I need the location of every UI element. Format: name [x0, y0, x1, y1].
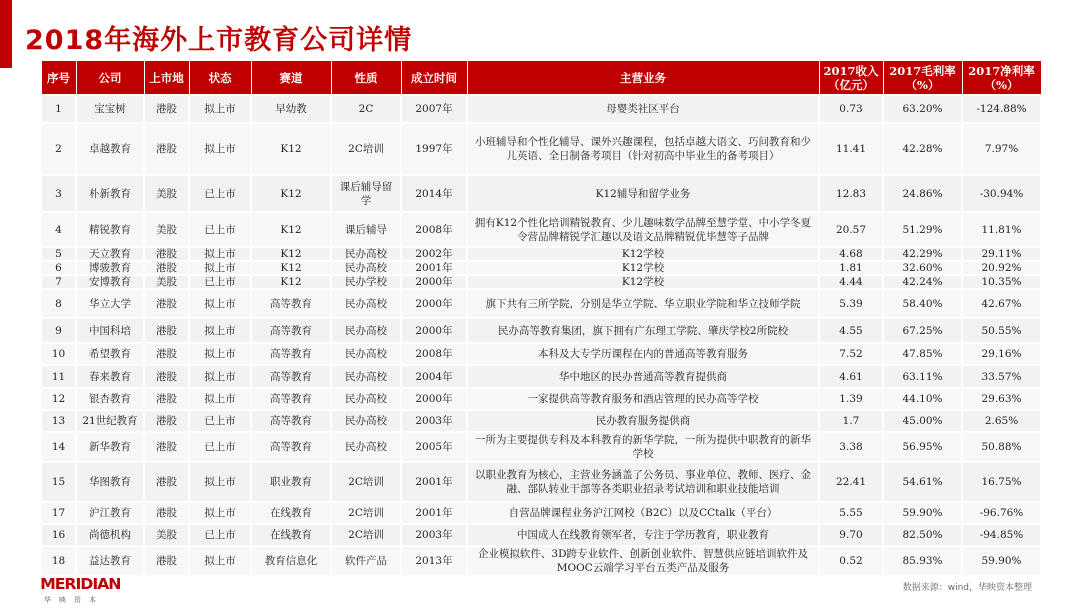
table-cell: 5 [41, 247, 76, 261]
table-cell: 以职业教育为核心，主营业务涵盖了公务员、事业单位、教师、医疗、金融、部队转业干部等各类职业招录考试培训和职业技能培训 [467, 462, 819, 502]
table-cell: 港股 [144, 343, 189, 365]
table-cell: 春来教育 [76, 365, 144, 388]
table-row [41, 261, 1041, 275]
table-cell: 56.95% [883, 432, 962, 462]
table-cell: 民办高校 [331, 261, 401, 275]
table-cell: 益达教育 [76, 546, 144, 576]
table-cell: 3.38 [819, 432, 883, 462]
table-cell: 高等教育 [251, 289, 331, 318]
table-cell: 2C培训 [331, 524, 401, 546]
table-cell: 2 [41, 123, 76, 175]
table-cell: 美股 [144, 212, 189, 247]
table-cell: 82.50% [883, 524, 962, 546]
table-cell: K12 [251, 261, 331, 275]
table-cell: 2003年 [401, 410, 467, 432]
table-cell: 17 [41, 502, 76, 524]
table-cell: 民办高校 [331, 247, 401, 261]
table-cell: 9 [41, 318, 76, 343]
table-header [41, 61, 1041, 96]
table-cell: 华图教育 [76, 462, 144, 502]
table-cell: 拟上市 [189, 462, 251, 502]
table-cell: 85.93% [883, 546, 962, 576]
table-cell: 本科及大专学历课程在内的普通高等教育服务 [467, 343, 819, 365]
table-cell: 2008年 [401, 343, 467, 365]
table-row [41, 123, 1041, 175]
table-cell: 11 [41, 365, 76, 388]
table-cell: 已上市 [189, 410, 251, 432]
table-cell: K12 [251, 175, 331, 212]
table-cell: 42.29% [883, 247, 962, 261]
table-cell: 一家提供高等教育服务和酒店管理的民办高等学校 [467, 388, 819, 410]
table-cell: 59.90% [962, 546, 1041, 576]
table-cell: 希望教育 [76, 343, 144, 365]
column-header: 2017净利率（%） [962, 61, 1041, 96]
table-cell: 2008年 [401, 212, 467, 247]
table-row [41, 318, 1041, 343]
table-cell: 29.63% [962, 388, 1041, 410]
table-cell: 港股 [144, 462, 189, 502]
table-cell: 拟上市 [189, 546, 251, 576]
table-cell: 中国成人在线教育领军者，专注于学历教育，职业教育 [467, 524, 819, 546]
table-cell: 2013年 [401, 546, 467, 576]
table-cell: 高等教育 [251, 388, 331, 410]
table-cell: 2.65% [962, 410, 1041, 432]
table-cell: 中国科培 [76, 318, 144, 343]
table-cell: 拟上市 [189, 289, 251, 318]
table-cell: 44.10% [883, 388, 962, 410]
table-cell: 33.57% [962, 365, 1041, 388]
column-header: 公司 [76, 61, 144, 96]
table-cell: 港股 [144, 502, 189, 524]
table-row [41, 247, 1041, 261]
table-cell: 高等教育 [251, 365, 331, 388]
table-cell: 32.60% [883, 261, 962, 275]
table-row [41, 432, 1041, 462]
table-cell: 54.61% [883, 462, 962, 502]
table-cell: 14 [41, 432, 76, 462]
table-cell: 港股 [144, 95, 189, 123]
table-cell: -96.76% [962, 502, 1041, 524]
table-row [41, 95, 1041, 123]
column-header: 2017毛利率（%） [883, 61, 962, 96]
table-cell: 拟上市 [189, 247, 251, 261]
table-cell: 民办高校 [331, 289, 401, 318]
table-cell: 民办高等教育集团，旗下拥有广东理工学院、肇庆学校2所院校 [467, 318, 819, 343]
meridian-logo: MERIDIAN [40, 575, 121, 593]
table-cell: 美股 [144, 275, 189, 289]
table-cell: 拟上市 [189, 123, 251, 175]
table-cell: 2003年 [401, 524, 467, 546]
table-cell: 0.52 [819, 546, 883, 576]
page-title: 2018年海外上市教育公司详情 [25, 25, 413, 56]
table-cell: 港股 [144, 365, 189, 388]
table-cell: 软件产品 [331, 546, 401, 576]
logo-subtitle: 华映资本 [44, 596, 104, 604]
table-cell: 已上市 [189, 175, 251, 212]
table-cell: 63.20% [883, 95, 962, 123]
table-cell: 58.40% [883, 289, 962, 318]
table-cell: 67.25% [883, 318, 962, 343]
table-cell: 高等教育 [251, 410, 331, 432]
table-cell: 自营品牌课程业务沪江网校（B2C）以及CCtalk（平台） [467, 502, 819, 524]
table-cell: 拟上市 [189, 365, 251, 388]
table-cell: K12 [251, 123, 331, 175]
table-cell: 4.68 [819, 247, 883, 261]
table-cell: 20.57 [819, 212, 883, 247]
column-header: 成立时间 [401, 61, 467, 96]
table-cell: 银杏教育 [76, 388, 144, 410]
table-cell: 新华教育 [76, 432, 144, 462]
table-cell: -30.94% [962, 175, 1041, 212]
table-cell: 天立教育 [76, 247, 144, 261]
table-cell: 2C培训 [331, 502, 401, 524]
table-cell: 9.70 [819, 524, 883, 546]
table-cell: 民办高校 [331, 410, 401, 432]
table-cell: 2004年 [401, 365, 467, 388]
table-cell: 16.75% [962, 462, 1041, 502]
table-cell: 1.39 [819, 388, 883, 410]
table-cell: 2001年 [401, 261, 467, 275]
table-cell: 5.39 [819, 289, 883, 318]
table-cell: 2000年 [401, 388, 467, 410]
table-cell: 21世纪教育 [76, 410, 144, 432]
table-cell: 1 [41, 95, 76, 123]
table-cell: 18 [41, 546, 76, 576]
table-cell: 0.73 [819, 95, 883, 123]
column-header: 主营业务 [467, 61, 819, 96]
table-cell: 港股 [144, 261, 189, 275]
table-cell: 已上市 [189, 432, 251, 462]
table-cell: 沪江教育 [76, 502, 144, 524]
table-cell: 港股 [144, 388, 189, 410]
table-cell: 2001年 [401, 502, 467, 524]
table-cell: 港股 [144, 410, 189, 432]
table-cell: 宝宝树 [76, 95, 144, 123]
table-cell: 在线教育 [251, 524, 331, 546]
table-cell: 民办高校 [331, 432, 401, 462]
column-header: 性质 [331, 61, 401, 96]
table-cell: 已上市 [189, 212, 251, 247]
table-cell: 拟上市 [189, 318, 251, 343]
table-cell: 拥有K12个性化培训精锐教育、少儿趣味数学品牌至慧学堂、中小学冬夏令营品牌精锐学汇趣以及语文品牌精锐优毕慧等子品牌 [467, 212, 819, 247]
table-cell: 朴新教育 [76, 175, 144, 212]
table-cell: 13 [41, 410, 76, 432]
table-cell: 拟上市 [189, 343, 251, 365]
table-cell: 11.81% [962, 212, 1041, 247]
table-cell: 12 [41, 388, 76, 410]
table-cell: 职业教育 [251, 462, 331, 502]
table-cell: 16 [41, 524, 76, 546]
table-cell: 港股 [144, 318, 189, 343]
column-header: 赛道 [251, 61, 331, 96]
table-cell: 博骏教育 [76, 261, 144, 275]
table-cell: 拟上市 [189, 388, 251, 410]
table-row [41, 410, 1041, 432]
table-cell: 拟上市 [189, 95, 251, 123]
table-cell: 美股 [144, 524, 189, 546]
data-source: 数据来源：wind，华映资本整理 [902, 583, 1032, 593]
table-row [41, 524, 1041, 546]
table-cell: 2C培训 [331, 123, 401, 175]
table-cell: 港股 [144, 247, 189, 261]
table-cell: 母婴类社区平台 [467, 95, 819, 123]
table-cell: 59.90% [883, 502, 962, 524]
table-cell: 港股 [144, 546, 189, 576]
table-cell: 高等教育 [251, 318, 331, 343]
table-cell: 高等教育 [251, 432, 331, 462]
table-row [41, 212, 1041, 247]
table-cell: 1.81 [819, 261, 883, 275]
table-cell: 精锐教育 [76, 212, 144, 247]
accent-bar [0, 0, 12, 68]
table-cell: 10.35% [962, 275, 1041, 289]
table-cell: 华立大学 [76, 289, 144, 318]
table-cell: 7.97% [962, 123, 1041, 175]
table-cell: 民办高校 [331, 318, 401, 343]
table-cell: 8 [41, 289, 76, 318]
table-row [41, 462, 1041, 502]
table-cell: -94.85% [962, 524, 1041, 546]
table-cell: 50.88% [962, 432, 1041, 462]
table-cell: K12学校 [467, 275, 819, 289]
table-cell: 2000年 [401, 275, 467, 289]
table-cell: 港股 [144, 432, 189, 462]
table-cell: 4 [41, 212, 76, 247]
table-row [41, 275, 1041, 289]
column-header: 状态 [189, 61, 251, 96]
table-cell: K12学校 [467, 247, 819, 261]
table-cell: 1.7 [819, 410, 883, 432]
table-cell: 美股 [144, 175, 189, 212]
table-cell: K12 [251, 247, 331, 261]
table-cell: 已上市 [189, 524, 251, 546]
column-header: 序号 [41, 61, 76, 96]
table-cell: 42.24% [883, 275, 962, 289]
table-cell: 6 [41, 261, 76, 275]
table-cell: 3 [41, 175, 76, 212]
table-cell: 11.41 [819, 123, 883, 175]
table-row [41, 546, 1041, 576]
table-cell: 20.92% [962, 261, 1041, 275]
table-cell: 已上市 [189, 275, 251, 289]
table-cell: 12.83 [819, 175, 883, 212]
table-cell: 51.29% [883, 212, 962, 247]
table-row [41, 388, 1041, 410]
education-companies-table [40, 60, 1042, 577]
table-cell: 小班辅导和个性化辅导、课外兴趣课程，包括卓越大语文、巧问教育和少儿英语、全日制备考项目（针对初高中毕业生的备考项目） [467, 123, 819, 175]
table-cell: 尚德机构 [76, 524, 144, 546]
column-header: 上市地 [144, 61, 189, 96]
table-cell: 港股 [144, 289, 189, 318]
table-cell: 一所为主要提供专科及本科教育的新华学院，一所为提供中职教育的新华学校 [467, 432, 819, 462]
table-cell: 24.86% [883, 175, 962, 212]
table-cell: K12 [251, 275, 331, 289]
table-cell: 民办高校 [331, 343, 401, 365]
table-cell: 教育信息化 [251, 546, 331, 576]
table-cell: K12学校 [467, 261, 819, 275]
table-cell: 29.16% [962, 343, 1041, 365]
table-cell: 4.61 [819, 365, 883, 388]
table-cell: 50.55% [962, 318, 1041, 343]
table-cell: 华中地区的民办普通高等教育提供商 [467, 365, 819, 388]
table-cell: 2C培训 [331, 462, 401, 502]
table-cell: 4.44 [819, 275, 883, 289]
table-cell: 拟上市 [189, 261, 251, 275]
table-cell: K12辅导和留学业务 [467, 175, 819, 212]
table-cell: 民办高校 [331, 365, 401, 388]
column-header: 2017收入（亿元） [819, 61, 883, 96]
table-cell: 2014年 [401, 175, 467, 212]
table-row [41, 502, 1041, 524]
table-cell: 22.41 [819, 462, 883, 502]
table-cell: 2007年 [401, 95, 467, 123]
table-cell: 民办教育服务提供商 [467, 410, 819, 432]
table-cell: -124.88% [962, 95, 1041, 123]
table-cell: 2C [331, 95, 401, 123]
table-row [41, 289, 1041, 318]
table-cell: 安博教育 [76, 275, 144, 289]
table-cell: 高等教育 [251, 343, 331, 365]
table-cell: 旗下共有三所学院，分别是华立学院、华立职业学院和华立技师学院 [467, 289, 819, 318]
table-cell: 在线教育 [251, 502, 331, 524]
table-cell: 10 [41, 343, 76, 365]
table-row [41, 175, 1041, 212]
table-cell: 47.85% [883, 343, 962, 365]
table-cell: 5.55 [819, 502, 883, 524]
table-cell: 63.11% [883, 365, 962, 388]
table-cell: 1997年 [401, 123, 467, 175]
table-cell: 2000年 [401, 318, 467, 343]
table-cell: 课后辅导 [331, 212, 401, 247]
table-cell: 2002年 [401, 247, 467, 261]
table-cell: 卓越教育 [76, 123, 144, 175]
table-cell: K12 [251, 212, 331, 247]
table-row [41, 343, 1041, 365]
table-cell: 45.00% [883, 410, 962, 432]
table-cell: 拟上市 [189, 502, 251, 524]
table-cell: 4.55 [819, 318, 883, 343]
table-cell: 港股 [144, 123, 189, 175]
table-cell: 2005年 [401, 432, 467, 462]
table-cell: 民办学校 [331, 275, 401, 289]
table-cell: 7 [41, 275, 76, 289]
table-cell: 课后辅导留学 [331, 175, 401, 212]
table-cell: 2000年 [401, 289, 467, 318]
table-cell: 42.67% [962, 289, 1041, 318]
table-cell: 15 [41, 462, 76, 502]
table-cell: 早幼教 [251, 95, 331, 123]
table-cell: 2001年 [401, 462, 467, 502]
table-cell: 企业模拟软件、3D跨专业软件、创新创业软件、智慧供应链培训软件及MOOC云端学习平台五类产品及服务 [467, 546, 819, 576]
table-cell: 42.28% [883, 123, 962, 175]
table-cell: 29.11% [962, 247, 1041, 261]
table-cell: 7.52 [819, 343, 883, 365]
table-cell: 民办高校 [331, 388, 401, 410]
table-row [41, 365, 1041, 388]
